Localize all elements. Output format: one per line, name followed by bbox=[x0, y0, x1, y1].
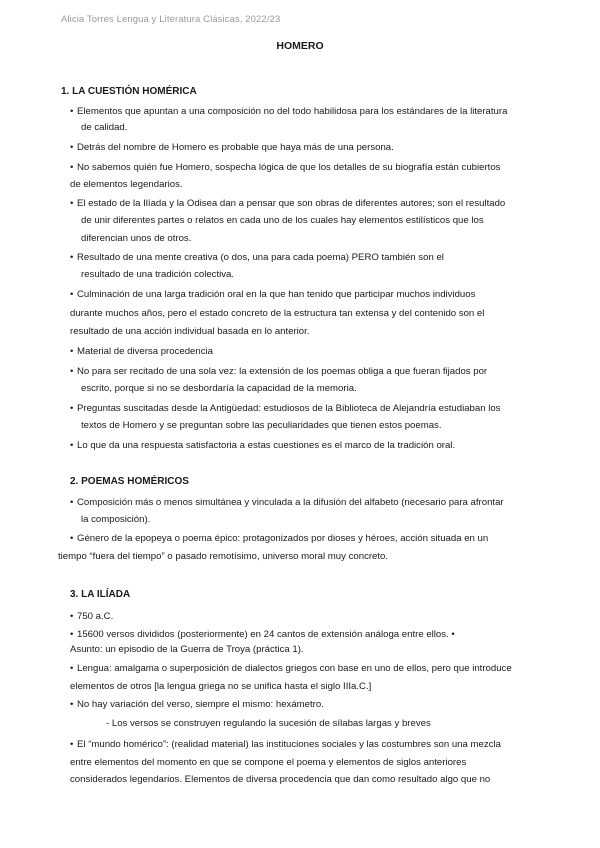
text-line: • Género de la epopeya o poema épico: protagonizados por dioses y héroes, acción situada en un bbox=[70, 533, 489, 544]
bullet-icon: • bbox=[70, 162, 74, 173]
bullet-icon: • bbox=[70, 142, 74, 153]
bullet-icon: • bbox=[70, 533, 74, 544]
bullet-icon: • bbox=[70, 440, 74, 451]
section-title-poemas-homericos: 2. POEMAS HOMÉRICOS bbox=[70, 476, 189, 487]
text-line: elementos de otros [la lengua griega no se unifica hasta el siglo IIIa.C.] bbox=[70, 681, 372, 692]
bullet-icon: • bbox=[70, 497, 74, 508]
text-line: de elementos legendarios. bbox=[70, 179, 183, 190]
bullet-icon: • bbox=[70, 699, 74, 710]
section-title-cuestion-homerica: 1. LA CUESTIÓN HOMÉRICA bbox=[61, 86, 197, 97]
text-line: diferencian unos de otros. bbox=[81, 233, 192, 244]
text-line: escrito, porque si no se desbordaría la capacidad de la memoria. bbox=[81, 383, 357, 394]
text-line: • Resultado de una mente creativa (o dos, una para cada poema) PERO también son el bbox=[70, 252, 444, 263]
text-line: • No sabemos quién fue Homero, sospecha lógica de que los detalles de su biografía están cubiertos bbox=[70, 162, 501, 173]
text-line: Asunto: un episodio de la Guerra de Troya (práctica 1). bbox=[70, 644, 304, 655]
text-line: - Los versos se construyen regulando la sucesión de sílabas largas y breves bbox=[106, 718, 431, 729]
section-title-la-iliada: 3. LA ILÍADA bbox=[70, 589, 131, 600]
text-line: • Material de diversa procedencia bbox=[70, 346, 213, 357]
page-header: Alicia Torres Lengua y Literatura Clásicas, 2022/23 bbox=[61, 14, 281, 25]
bullet-icon: • bbox=[70, 366, 74, 377]
bullet-icon: • bbox=[70, 346, 74, 357]
bullet-icon: • bbox=[70, 289, 74, 300]
text-line: • Lo que da una respuesta satisfactoria a estas cuestiones es el marco de la tradición oral. bbox=[70, 440, 456, 451]
bullet-icon: • bbox=[70, 252, 74, 263]
text-line: de calidad. bbox=[81, 122, 128, 133]
bullet-icon: • bbox=[70, 663, 74, 674]
text-line: resultado de una acción individual basada en lo anterior. bbox=[70, 326, 310, 337]
bullet-icon: • bbox=[70, 611, 74, 622]
text-line: • Elementos que apuntan a una composición no del todo habilidosa para los estándares de la literatura bbox=[70, 106, 508, 117]
text-line: tiempo “fuera del tiempo” o pasado remotísimo, universo moral muy concreto. bbox=[58, 551, 389, 562]
text-line: • 750 a.C. bbox=[70, 611, 114, 622]
bullet-icon: • bbox=[70, 198, 74, 209]
text-line: durante muchos años, pero el estado concreto de la estructura tan extensa y del contenido son el bbox=[70, 308, 485, 319]
text-line: • Detrás del nombre de Homero es probable que haya más de una persona. bbox=[70, 142, 394, 153]
bullet-icon: • bbox=[70, 403, 74, 414]
text-line: • Culminación de una larga tradición oral en la que han tenido que participar muchos individuos bbox=[70, 289, 476, 300]
text-line: de unir diferentes partes o relatos en cada uno de los cuales hay elementos estilísticos que los bbox=[81, 215, 484, 226]
text-line: textos de Homero y se preguntan sobre las peculiaridades que tienen estos poemas. bbox=[81, 420, 442, 431]
text-line: • Lengua: amalgama o superposición de dialectos griegos con base en uno de ellos, pero que introduce bbox=[70, 663, 512, 674]
text-line: • El estado de la Ilíada y la Odisea dan a pensar que son obras de diferentes autores; son el resultado bbox=[70, 198, 506, 209]
bullet-icon: • bbox=[70, 106, 74, 117]
text-line: • No hay variación del verso, siempre el mismo: hexámetro. bbox=[70, 699, 324, 710]
text-line: resultado de una tradición colectiva. bbox=[81, 269, 235, 280]
text-line: • El “mundo homérico”: (realidad material) las instituciones sociales y las costumbres son una mezcla bbox=[70, 739, 501, 750]
text-line: • Composición más o menos simultánea y vinculada a la difusión del alfabeto (necesario para afrontar bbox=[70, 497, 504, 508]
bullet-icon: • bbox=[70, 739, 74, 750]
text-line: considerados legendarios. Elementos de diversa procedencia que dan como resultado algo que no bbox=[70, 774, 491, 785]
document-title: HOMERO bbox=[276, 40, 324, 52]
text-line: • No para ser recitado de una sola vez: la extensión de los poemas obliga a que fueran fijados por bbox=[70, 366, 488, 377]
text-line: entre elementos del momento en que se compone el poema y elementos de siglos anteriores bbox=[70, 757, 467, 768]
bullet-icon: • bbox=[70, 629, 74, 640]
text-line: • Preguntas suscitadas desde la Antigüedad: estudiosos de la Biblioteca de Alejandría estudiaban los bbox=[70, 403, 501, 414]
text-line: • 15600 versos divididos (posteriormente) en 24 cantos de extensión análoga entre ellos. • bbox=[70, 629, 455, 640]
text-line: la composición). bbox=[81, 514, 151, 525]
